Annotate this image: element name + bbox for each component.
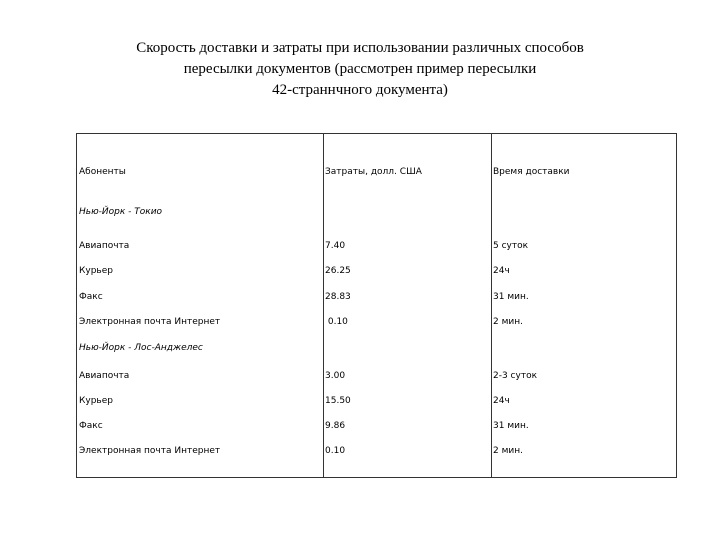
row-method: Факс: [79, 292, 103, 302]
row-time: 2 мин.: [493, 446, 523, 456]
row-cost: 28.83: [325, 292, 351, 302]
row-cost: 3.00: [325, 371, 346, 381]
delivery-table: [76, 133, 677, 478]
column-divider: [491, 134, 492, 477]
row-method: Электронная почта Интернет: [79, 446, 221, 456]
row-method: Курьер: [79, 266, 113, 276]
row-cost: 26.25: [325, 266, 351, 276]
header-subscribers: Абоненты: [79, 167, 126, 177]
row-method: Курьер: [79, 396, 113, 406]
row-method: Авиапочта: [79, 371, 130, 381]
title-line-2: пересылки документов (рассмотрен пример пересылки: [183, 61, 537, 77]
header-time: Время доставки: [493, 167, 570, 177]
row-method: Электронная почта Интернет: [79, 317, 221, 327]
row-cost: 15.50: [325, 396, 351, 406]
row-time: 31 мин.: [493, 292, 529, 302]
title-line-1: Скорость доставки и затраты при использовании различных способов: [136, 40, 584, 56]
row-cost: 7.40: [325, 241, 346, 251]
header-cost: Затраты, долл. США: [325, 167, 422, 177]
row-time: 2 мин.: [493, 317, 523, 327]
title-line-3: 42-страннчного документа): [272, 82, 448, 98]
row-cost: 9.86: [325, 421, 346, 431]
group-label-ny-tokyo: Нью-Йорк - Токио: [77, 206, 166, 218]
row-cost: 0.10: [325, 446, 346, 456]
row-time: 5 суток: [493, 241, 529, 251]
row-time: 2-3 суток: [493, 371, 538, 381]
row-method: Факс: [79, 421, 103, 431]
document-title: [80, 38, 640, 101]
group-label-ny-la: Нью-Йорк - Лос-Анджелес: [77, 342, 207, 354]
row-time: 24ч: [493, 266, 510, 276]
row-time: 31 мин.: [493, 421, 529, 431]
row-time: 24ч: [493, 396, 510, 406]
row-method: Авиапочта: [79, 241, 130, 251]
column-divider: [323, 134, 324, 477]
row-cost: 0.10: [325, 317, 348, 327]
